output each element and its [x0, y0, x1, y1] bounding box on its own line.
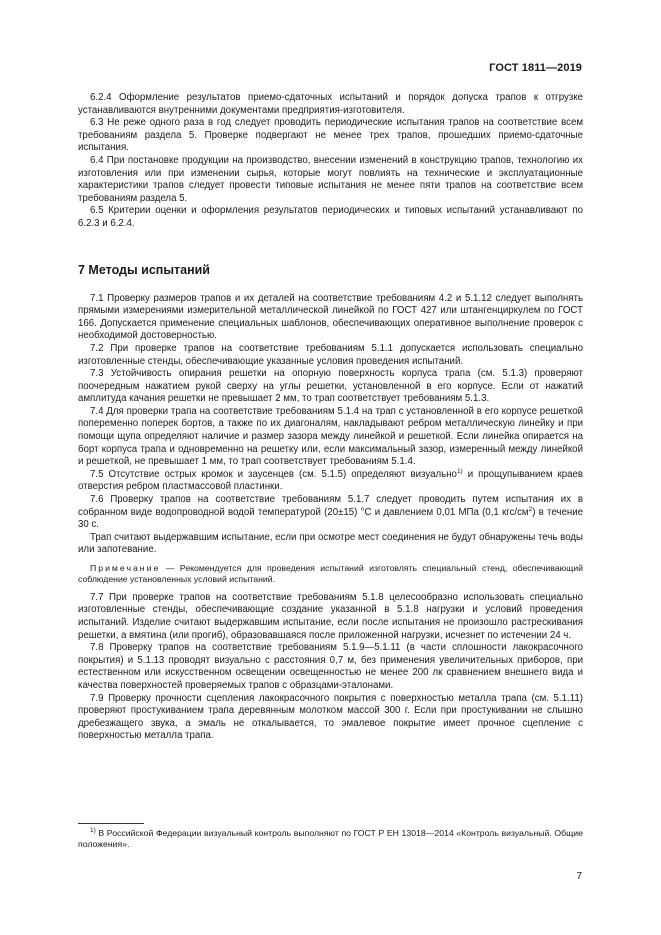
paragraph-6-4: 6.4 При постановке продукции на производство, внесении изменений в конструкцию трапов, технологию их изготовления или при изменении сырья, которые могут повлиять на технические и эксплуатационные характеристики трапов следует провести типовые испытания не менее пяти трапов на соответствие всем требованиям раздела 5. — [78, 154, 583, 204]
document-body — [78, 92, 583, 743]
paragraph-7-5-text: 7.5 Отсутствие острых кромок и заусенцев (см. 5.1.5) определяют визуально — [90, 468, 457, 480]
note — [78, 563, 583, 586]
footnote-ref: 1) — [456, 467, 463, 475]
paragraph-7-6-text: 7.6 Проверку трапов на соответствие требованиям 5.1.7 следует проводить путем испытания их в собранном виде водопроводной водой температурой (20±15) °С и давлением 0,01 МПа (0,1 кгс/см — [78, 494, 583, 518]
note-text: — Рекомендуется для проведения испытаний изготовлять специальный стенд, обеспечивающий соблюдение установленных условий испытаний. — [78, 563, 583, 585]
paragraph-7-4: 7.4 Для проверки трапа на соответствие требованиям 5.1.4 на трап с установленной в его корпусе решеткой попеременно поперек бортов, а также по их диагоналям, накладывают ребром металлическую линейку и при помощи щупа определяют наличие и размер зазора между линейкой и решеткой. Если линейка опирается на борт корпуса трапа и одновременно на решетку или, если максимальный зазор, измеренный между линейкой и решеткой, не превышает 1 мм, то трап соответствует требованиям 5.1.4. — [78, 405, 583, 468]
footnote-divider — [78, 823, 144, 824]
footnote-marker: 1) — [90, 827, 96, 835]
paragraph-7-6 — [78, 494, 583, 532]
superscript-two: 2 — [528, 505, 533, 513]
section-heading: 7 Методы испытаний — [78, 262, 210, 277]
paragraph-7-1: 7.1 Проверку размеров трапов и их деталей на соответствие требованиям 4.2 и 5.1.12 следует выполнять прямыми измерениями измерительной металлической линейкой по ГОСТ 427 или штангенциркулем по ГОСТ 166. Допускается применение специальных шаблонов, обеспечивающих оперативное выполнение проверок с необходимой достоверностью. — [78, 292, 583, 342]
paragraph-7-8: 7.8 Проверку трапов на соответствие требованиям 5.1.9—5.1.11 (в части сплошности лакокрасочного покрытия) и 5.1.13 проводят визуально с расстояния 0,7 м, без применения увеличительных приборов, при естественном или искусственном освещении освещенностью не менее 200 лк сравнением внешнего вида и качества поверхностей проверяемых трапов с образцами-эталонами. — [78, 642, 583, 691]
paragraph-7-6-text-end: ) в течение 30 с. — [78, 506, 584, 531]
paragraph-7-5 — [78, 469, 583, 494]
paragraph-6-2-4: 6.2.4 Оформление результатов приемо-сдаточных испытаний и порядок допуска трапов к отгрузке устанавливаются внутренними документами предприятия-изготовителя. — [78, 92, 583, 116]
footnote-text: В Российской Федерации визуальный контроль выполняют по ГОСТ Р ЕН 13018—2014 «Контроль визуальный. Общие положения». — [78, 828, 583, 850]
paragraph-7-5-text-end: и прощупыванием краев отверстия ребром пластмассовой пластинки. — [78, 468, 584, 493]
footnote — [78, 828, 583, 851]
page-number: 7 — [576, 871, 582, 882]
paragraph-6-5: 6.5 Критерии оценки и оформления результатов периодических и типовых испытаний устанавливают по 6.2.3 и 6.2.4. — [78, 205, 583, 229]
paragraph-7-9: 7.9 Проверку прочности сцепления лакокрасочного покрытия с поверхностью металла трапа (см. 5.1.11) проверяют простукиванием трапа деревянным молотком массой 300 г. Если при простукивании не слышно дребезжащего звука, а эмаль не откалывается, то эмалевое покрытие имеет прочное сцепление с поверхностью металла трапа. — [78, 692, 583, 742]
paragraph-7-2: 7.2 При проверке трапов на соответствие требованиям 5.1.1 допускается использовать специально изготовленные стенды, обеспечивающие указанные условия проведения испытаний. — [78, 342, 583, 367]
paragraph-7-6-result: Трап считают выдержавшим испытание, если при осмотре мест соединения не будут обнаружены течь воды или запотевание. — [78, 531, 583, 556]
note-label: Примечание — [90, 563, 161, 573]
paragraph-7-3: 7.3 Устойчивость опирания решетки на опорную поверхность корпуса трапа (см. 5.1.3) проверяют поочередным нажатием рукой сверху на углы решетки, установленной в его корпусе. Если от нажатий амплитуда качания решетки не превышает 2 мм, то трап соответствует требованиям 5.1.3. — [78, 368, 583, 405]
paragraph-6-3: 6.3 Не реже одного раза в год следует проводить периодические испытания трапов на соответствие всем требованиям раздела 5. Проверке подвергают не менее трех трапов, прошедших приемо-сдаточные испытания. — [78, 117, 583, 154]
document-code: ГОСТ 1811—2019 — [489, 62, 582, 74]
paragraph-7-7: 7.7 При проверке трапов на соответствие требованиям 5.1.8 целесообразно использовать специально изготовленные стенды, обеспечивающие создание указанной в 5.1.8 нагрузки и условий проведения испытаний. Изделие считают выдержавшим испытание, если после испытания не произошло растрескивания решетки, а вмятина (или прогиб), образовавшаяся после приложенной нагрузки, исчезнет по истечении 24 ч. — [78, 591, 583, 641]
